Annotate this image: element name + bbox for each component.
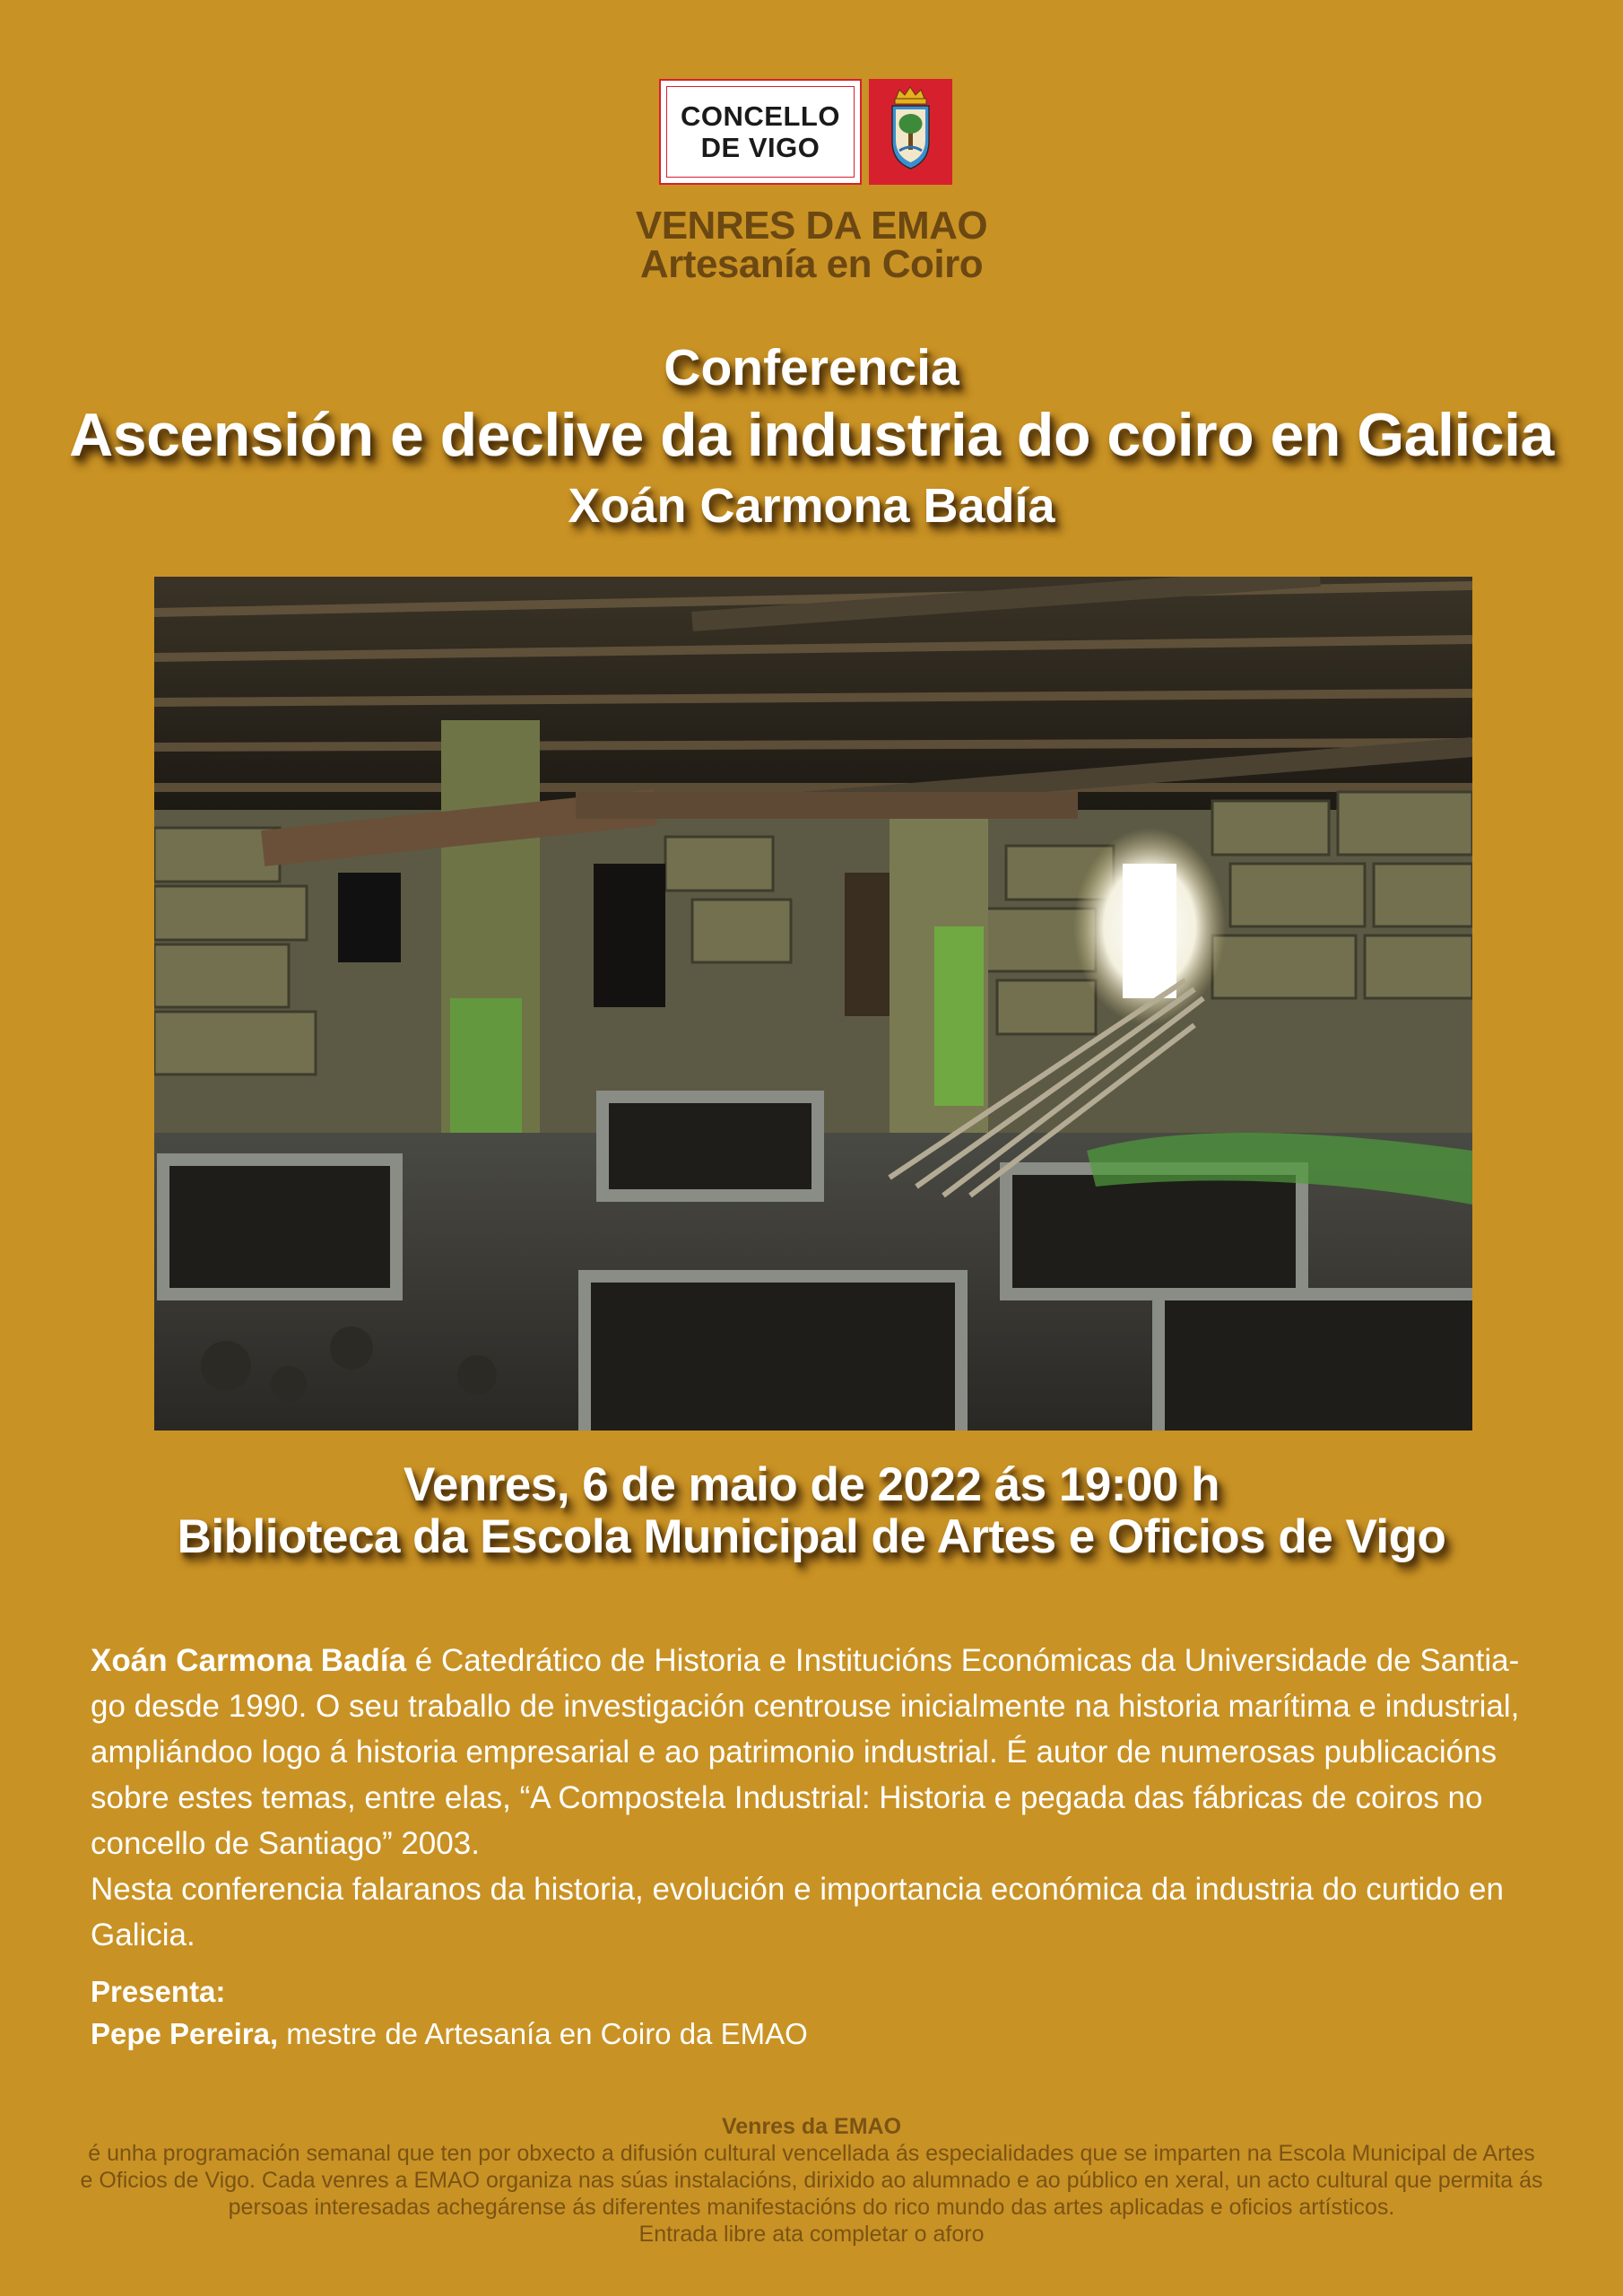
bio-text: é Catedrático de Historia e Institucións Económicas da Universidade de Santia-go desde 1990. O seu traballo de investigación centrouse inicialmente na historia marítima e industrial, ampliándoo logo á historia empresarial e ao patrimonio industrial. É autor de numerosas publicacións sobre estes temas, entre elas, “A Compostela Industrial: Historia e pegada das fábricas de coiros no concello de Santiago” 2003. bbox=[91, 1643, 1520, 1861]
bio-paragraph-2: Nesta conferencia falaranos da historia, evolución e importancia económica da industria do curtido en Galicia. bbox=[91, 1872, 1504, 1952]
presenter-label: Presenta: bbox=[91, 1975, 226, 2008]
event-venue: Biblioteca da Escola Municipal de Artes e Oficios de Vigo bbox=[177, 1510, 1446, 1563]
footer-note bbox=[0, 2113, 1623, 2248]
logo-line-1: CONCELLO bbox=[681, 100, 840, 132]
footer-line-2: e Oficios de Vigo. Cada venres a EMAO organiza nas súas instalacións, dirixido ao alumnado e ao público en xeral, un acto cultural que permita ás bbox=[80, 2168, 1543, 2193]
series-title: VENRES DA EMAO bbox=[635, 204, 988, 248]
vigo-coat-of-arms-icon bbox=[869, 79, 952, 185]
presenter-block bbox=[91, 1970, 1525, 2055]
event-date: Venres, 6 de maio de 2022 ás 19:00 h bbox=[403, 1458, 1220, 1511]
footer-title: Venres da EMAO bbox=[721, 2114, 902, 2139]
logo-wordmark bbox=[659, 79, 862, 185]
presenter-role: mestre de Artesanía en Coiro da EMAO bbox=[278, 2017, 808, 2050]
footer-line-1: é unha programación semanal que ten por obxecto a difusión cultural vencellada ás especialidades que se imparten na Escola Municipal de Artes bbox=[88, 2141, 1535, 2166]
concello-de-vigo-logo bbox=[659, 79, 952, 185]
event-title: Ascensión e declive da industria do coiro en Galicia bbox=[69, 401, 1554, 469]
speaker-bio bbox=[91, 1638, 1543, 1958]
footer-line-4: Entrada libre ata completar o aforo bbox=[638, 2222, 985, 2247]
speaker-name: Xoán Carmona Badía bbox=[568, 479, 1055, 533]
footer-line-3: persoas interesadas achegárense ás diferentes manifestacións do rico mundo das artes aplicadas e oficios artísticos. bbox=[228, 2195, 1395, 2220]
bio-speaker-name: Xoán Carmona Badía bbox=[91, 1643, 407, 1678]
logo-line-2: DE VIGO bbox=[700, 132, 820, 163]
bio-paragraph-1 bbox=[91, 1638, 1543, 1866]
event-type: Conferencia bbox=[664, 339, 959, 396]
tannery-ruins-photo bbox=[154, 577, 1472, 1431]
series-subtitle: Artesanía en Coiro bbox=[639, 242, 984, 286]
presenter-name: Pepe Pereira, bbox=[91, 2017, 279, 2050]
